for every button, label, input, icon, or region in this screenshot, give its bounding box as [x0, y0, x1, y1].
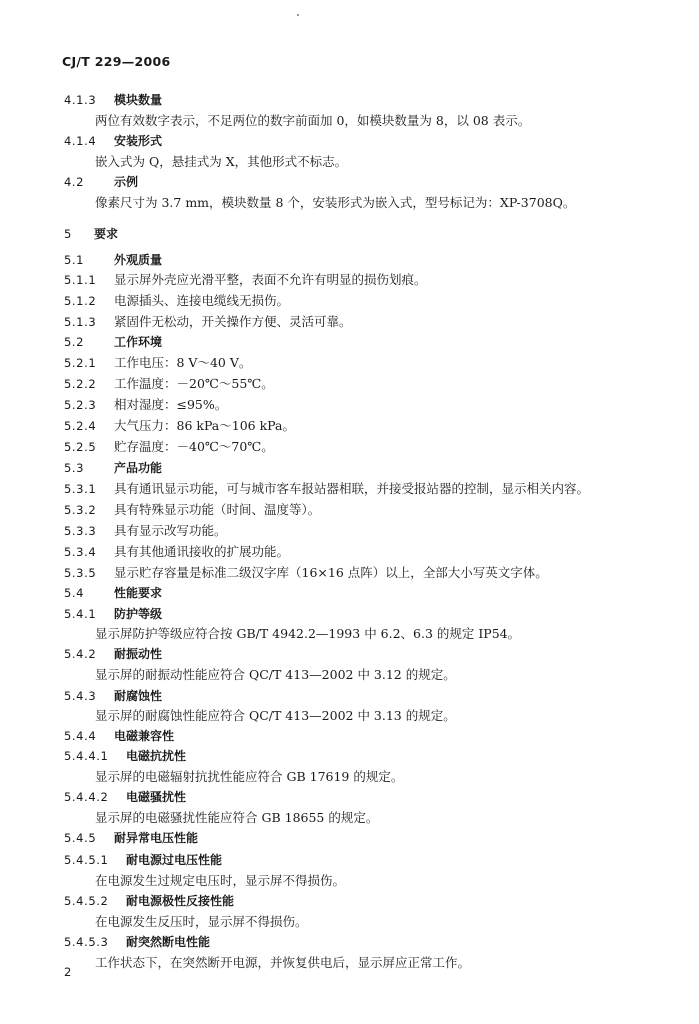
clause-text: 具有特殊显示功能（时间、温度等）。	[114, 502, 321, 517]
paragraph-text: 工作状态下，在突然断开电源，并恢复供电后，显示屏应正常工作。	[95, 955, 471, 970]
page-number: 2	[64, 965, 72, 979]
clause-number: 5.3.5	[64, 566, 97, 580]
clause-number: 5.1	[64, 253, 85, 267]
clause-number: 5.4.5.2	[64, 894, 109, 908]
clause-number: 5.2	[64, 335, 85, 349]
clause-number: 5.2.1	[64, 356, 97, 370]
clause-number: 5.1.2	[64, 294, 97, 308]
numbered-clause	[64, 272, 427, 288]
clause-text: 显示贮存容量是标准二级汉字库（16×16 点阵）以上，全部大小写英文字体。	[114, 565, 548, 580]
clause-number: 5.3.2	[64, 503, 97, 517]
clause-number: 4.1.4	[64, 134, 97, 148]
section-heading	[64, 646, 162, 662]
body-paragraph	[95, 914, 308, 930]
heading-text: 电磁骚扰性	[126, 790, 187, 804]
clause-text: 具有显示改写功能。	[114, 523, 227, 538]
paragraph-text: 在电源发生反压时，显示屏不得损伤。	[95, 914, 308, 929]
clause-text: 具有通讯显示功能，可与城市客车报站器相联，并接受报站器的控制，显示相关内容。	[114, 481, 590, 496]
clause-text: 电源插头、连接电缆线无损伤。	[114, 293, 290, 308]
clause-number: 5.3	[64, 461, 85, 475]
paragraph-text: 显示屏防护等级应符合按 GB/T 4942.2—1993 中 6.2、6.3 的规定 IP54。	[95, 626, 521, 641]
heading-text: 要求	[94, 227, 119, 241]
clause-number: 5.4.4.1	[64, 749, 109, 763]
clause-number: 4.1.3	[64, 93, 97, 107]
heading-text: 工作环境	[114, 335, 163, 349]
numbered-clause	[64, 502, 320, 518]
clause-number: 5.4.2	[64, 647, 97, 661]
clause-number: 5.2.3	[64, 398, 97, 412]
clause-number: 5.3.4	[64, 545, 97, 559]
clause-number: 5.2.2	[64, 377, 97, 391]
clause-number: 5.2.5	[64, 440, 97, 454]
section-heading	[64, 252, 162, 268]
clause-number: 5	[64, 227, 72, 241]
clause-text: 具有其他通讯接收的扩展功能。	[114, 544, 290, 559]
clause-text: 贮存温度：－40℃～70℃。	[114, 439, 274, 454]
heading-text: 示例	[114, 175, 139, 189]
section-heading	[64, 133, 162, 149]
paragraph-text: 显示屏的电磁骚扰性能应符合 GB 18655 的规定。	[95, 810, 379, 825]
scan-mark	[297, 14, 299, 16]
paragraph-text: 嵌入式为 Q，悬挂式为 X，其他形式不标志。	[95, 154, 348, 169]
clause-number: 5.3.3	[64, 524, 97, 538]
clause-number: 5.4.3	[64, 689, 97, 703]
heading-text: 耐电源过电压性能	[126, 853, 223, 867]
clause-number: 4.2	[64, 175, 85, 189]
section-heading	[64, 789, 186, 805]
heading-text: 产品功能	[114, 461, 163, 475]
section-heading	[64, 334, 162, 350]
body-paragraph	[95, 873, 345, 889]
heading-text: 耐振动性	[114, 647, 163, 661]
numbered-clause	[64, 376, 274, 392]
section-heading	[64, 852, 222, 868]
paragraph-text: 两位有效数字表示，不足两位的数字前面加 0，如模块数量为 8，以 08 表示。	[95, 113, 531, 128]
paragraph-text: 显示屏的耐振动性能应符合 QC/T 413—2002 中 3.12 的规定。	[95, 667, 456, 682]
section-heading	[64, 174, 138, 190]
section-heading	[64, 893, 234, 909]
section-heading	[64, 728, 174, 744]
clause-text: 大气压力：86 kPa～106 kPa。	[114, 418, 295, 433]
clause-text: 显示屏外壳应光滑平整，表面不允许有明显的损伤划痕。	[114, 272, 427, 287]
heading-text: 安装形式	[114, 134, 163, 148]
heading-text: 电磁抗扰性	[126, 749, 187, 763]
clause-number: 5.3.1	[64, 482, 97, 496]
clause-number: 5.4.5.1	[64, 853, 109, 867]
heading-text: 外观质量	[114, 253, 163, 267]
section-heading	[64, 830, 198, 846]
paragraph-text: 显示屏的电磁辐射抗扰性能应符合 GB 17619 的规定。	[95, 769, 404, 784]
heading-text: 防护等级	[114, 607, 163, 621]
section-heading	[64, 748, 186, 764]
body-paragraph	[95, 113, 530, 129]
paragraph-text: 显示屏的耐腐蚀性能应符合 QC/T 413—2002 中 3.13 的规定。	[95, 708, 456, 723]
heading-text: 耐异常电压性能	[114, 831, 199, 845]
document-code-header: CJ/T 229—2006	[62, 54, 171, 69]
paragraph-text: 像素尺寸为 3.7 mm，模块数量 8 个，安装形式为嵌入式，型号标记为：XP-3708Q。	[95, 195, 576, 210]
section-heading	[64, 226, 118, 242]
body-paragraph	[95, 195, 575, 211]
numbered-clause	[64, 565, 548, 581]
body-paragraph	[95, 667, 456, 683]
section-heading	[64, 688, 162, 704]
body-paragraph	[95, 626, 520, 642]
section-heading	[64, 585, 162, 601]
numbered-clause	[64, 397, 227, 413]
numbered-clause	[64, 355, 251, 371]
heading-text: 模块数量	[114, 93, 163, 107]
body-paragraph	[95, 769, 403, 785]
clause-text: 相对湿度：≤95%。	[114, 397, 228, 412]
clause-number: 5.4.5.3	[64, 935, 109, 949]
clause-number: 5.4.4	[64, 729, 97, 743]
clause-number: 5.2.4	[64, 419, 97, 433]
clause-text: 紧固件无松动，开关操作方便、灵活可靠。	[114, 314, 352, 329]
heading-text: 性能要求	[114, 586, 163, 600]
numbered-clause	[64, 293, 289, 309]
body-paragraph	[95, 154, 347, 170]
clause-number: 5.4.1	[64, 607, 97, 621]
heading-text: 耐电源极性反接性能	[126, 894, 235, 908]
body-paragraph	[95, 708, 456, 724]
body-paragraph	[95, 810, 378, 826]
section-heading	[64, 92, 162, 108]
section-heading	[64, 606, 162, 622]
clause-number: 5.4	[64, 586, 85, 600]
clause-number: 5.1.3	[64, 315, 97, 329]
clause-number: 5.4.5	[64, 831, 97, 845]
numbered-clause	[64, 523, 227, 539]
numbered-clause	[64, 314, 352, 330]
numbered-clause	[64, 481, 589, 497]
heading-text: 耐腐蚀性	[114, 689, 163, 703]
clause-number: 5.1.1	[64, 273, 97, 287]
clause-text: 工作电压：8 V～40 V。	[114, 355, 252, 370]
heading-text: 耐突然断电性能	[126, 935, 211, 949]
clause-text: 工作温度：－20℃～55℃。	[114, 376, 274, 391]
clause-number: 5.4.4.2	[64, 790, 109, 804]
body-paragraph	[95, 955, 470, 971]
numbered-clause	[64, 544, 289, 560]
heading-text: 电磁兼容性	[114, 729, 175, 743]
section-heading	[64, 934, 210, 950]
numbered-clause	[64, 439, 274, 455]
numbered-clause	[64, 418, 295, 434]
paragraph-text: 在电源发生过规定电压时，显示屏不得损伤。	[95, 873, 346, 888]
section-heading	[64, 460, 162, 476]
